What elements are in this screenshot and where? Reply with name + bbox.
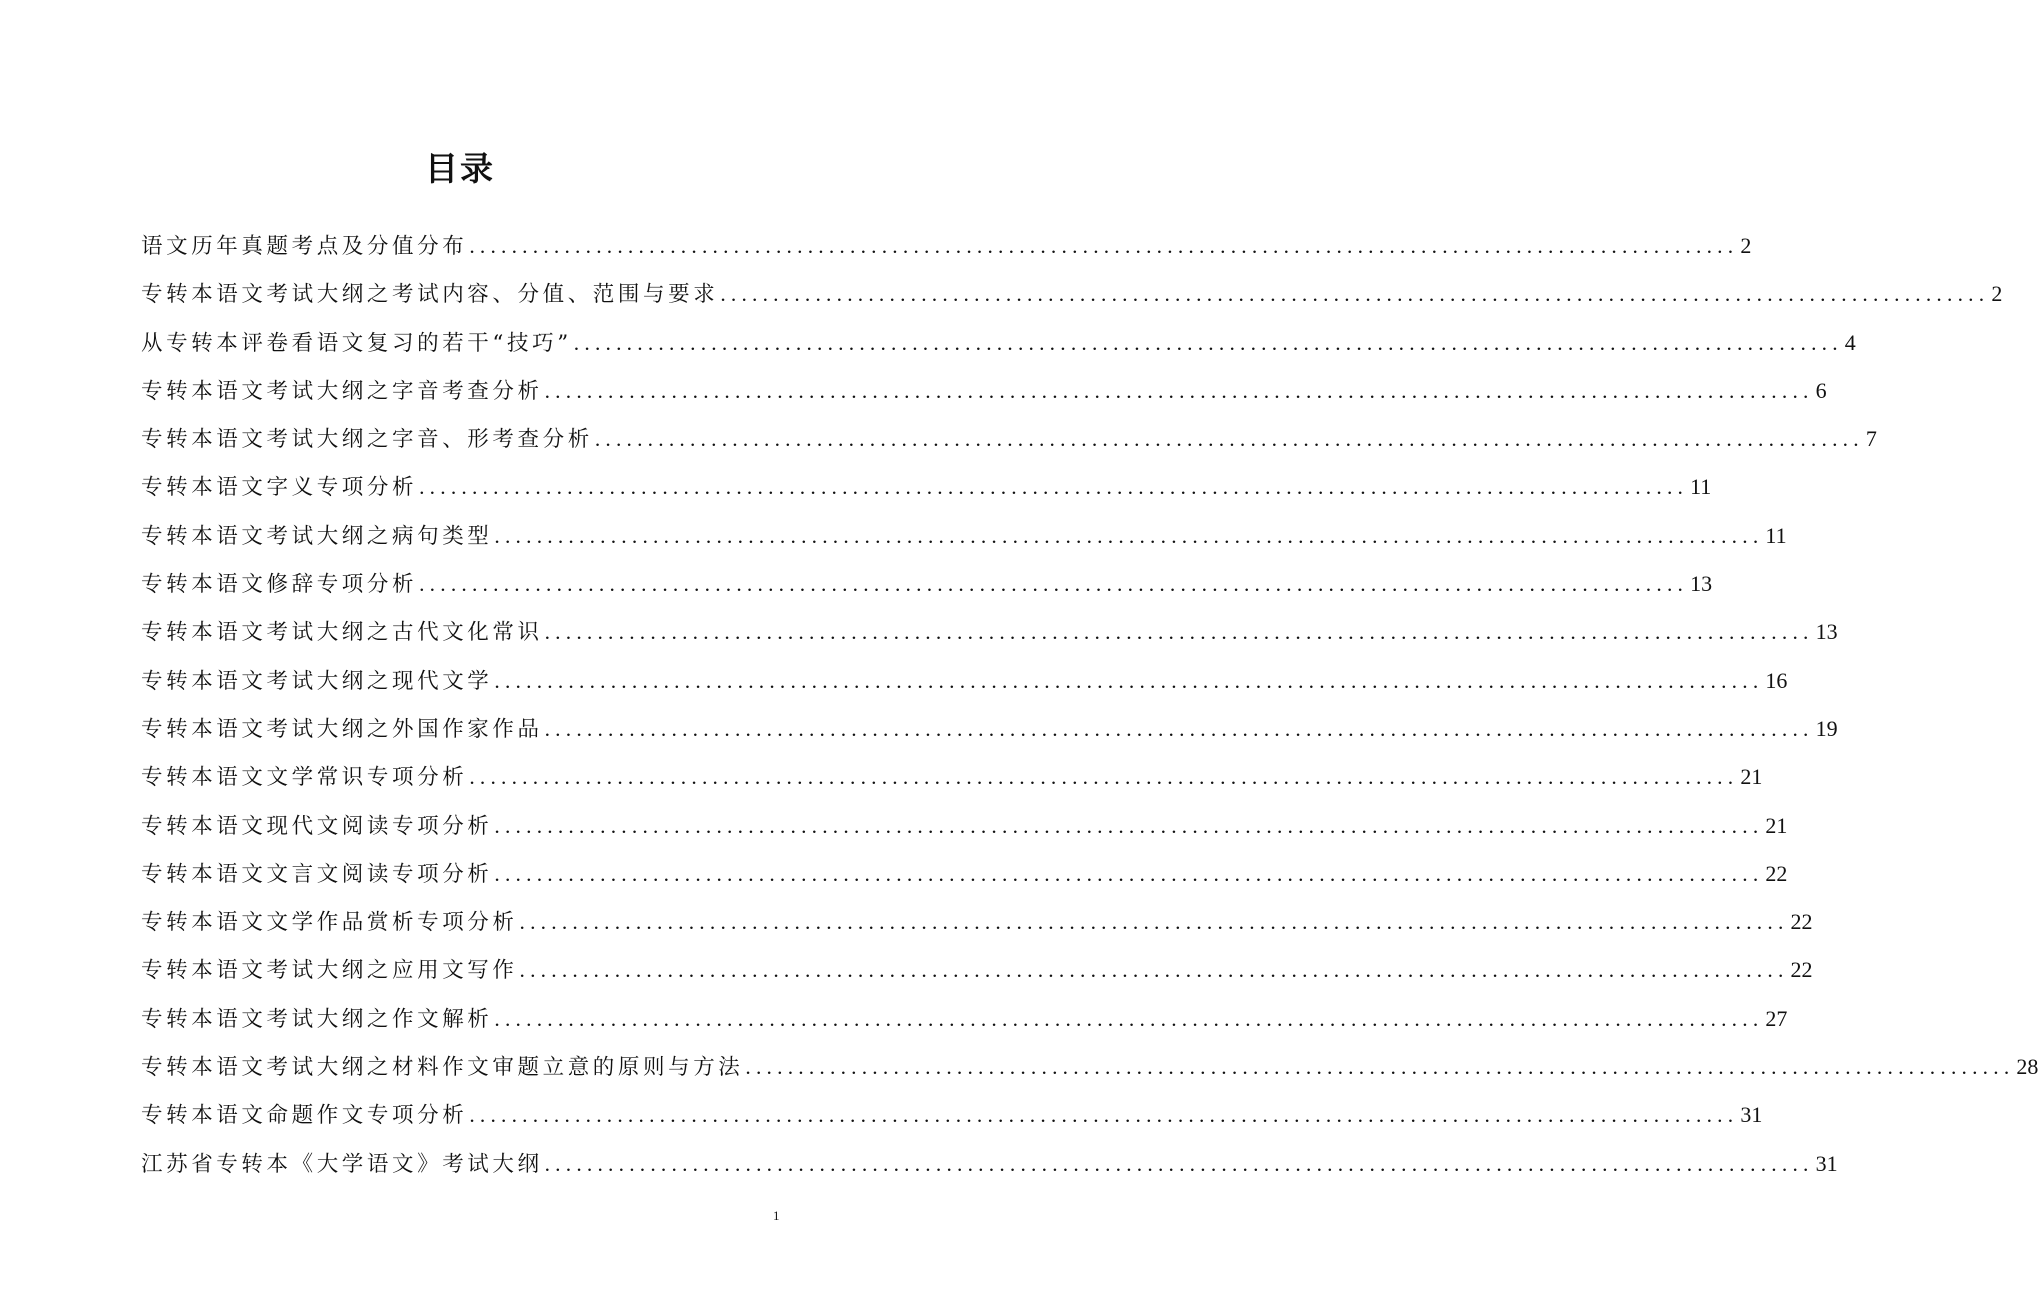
toc-leader-dots: ........................................................................................................................ xyxy=(469,765,1739,790)
toc-entry-label: 从专转本评卷看语文复习的若干“技巧” xyxy=(141,330,572,356)
table-of-contents xyxy=(141,222,2038,1188)
toc-entry-page: 21 xyxy=(1765,812,1788,838)
toc-entry-page: 2 xyxy=(1991,281,2003,307)
toc-entry-page: 13 xyxy=(1690,571,1713,597)
toc-entry[interactable] xyxy=(141,463,1712,511)
toc-leader-dots: ........................................................................................................................ xyxy=(519,910,1789,935)
toc-entry-page: 6 xyxy=(1815,377,1827,403)
toc-entry[interactable] xyxy=(141,608,1838,656)
toc-entry-label: 专转本语文现代文阅读专项分析 xyxy=(141,813,493,839)
toc-entry-page: 31 xyxy=(1740,1102,1763,1128)
toc-entry[interactable] xyxy=(141,512,1787,560)
toc-leader-dots: ........................................................................................................................ xyxy=(544,620,1814,645)
toc-entry-label: 专转本语文考试大纲之材料作文审题立意的原则与方法 xyxy=(141,1055,744,1081)
toc-entry-label: 专转本语文文学作品赏析专项分析 xyxy=(141,910,518,936)
toc-entry-page: 31 xyxy=(1815,1150,1838,1176)
toc-entry[interactable] xyxy=(141,898,1813,946)
toc-leader-dots: ........................................................................................................................ xyxy=(494,668,1764,693)
toc-leader-dots: ........................................................................................................................ xyxy=(544,716,1814,741)
toc-leader-dots: ........................................................................................................................ xyxy=(544,378,1814,403)
toc-leader-dots: ........................................................................................................................ xyxy=(494,523,1764,548)
toc-leader-dots: ........................................................................................................................ xyxy=(494,1006,1764,1031)
toc-entry-page: 21 xyxy=(1740,764,1763,790)
toc-entry-label: 江苏省专转本《大学语文》考试大纲 xyxy=(141,1151,543,1177)
toc-entry-label: 专转本语文考试大纲之应用文写作 xyxy=(141,958,518,984)
toc-entry[interactable] xyxy=(141,1043,2038,1091)
toc-entry-page: 11 xyxy=(1765,522,1787,548)
toc-entry-page: 22 xyxy=(1765,860,1788,886)
toc-leader-dots: ........................................................................................................................ xyxy=(519,958,1789,983)
toc-entry[interactable] xyxy=(141,657,1788,705)
toc-title: 目录 xyxy=(425,149,495,188)
toc-entry-page: 27 xyxy=(1765,1005,1788,1031)
toc-entry-page: 11 xyxy=(1690,474,1712,500)
toc-leader-dots: ........................................................................................................................ xyxy=(720,282,1990,307)
toc-leader-dots: ........................................................................................................................ xyxy=(594,427,1864,452)
toc-entry-label: 专转本语文考试大纲之外国作家作品 xyxy=(141,716,543,742)
toc-entry[interactable] xyxy=(141,367,1827,415)
toc-entry-label: 专转本语文修辞专项分析 xyxy=(141,572,418,598)
toc-entry-label: 专转本语文考试大纲之作文解析 xyxy=(141,1006,493,1032)
toc-entry[interactable] xyxy=(141,1140,1838,1188)
toc-leader-dots: ........................................................................................................................ xyxy=(494,861,1764,886)
toc-leader-dots: ........................................................................................................................ xyxy=(469,234,1739,258)
toc-entry-page: 16 xyxy=(1765,667,1788,693)
toc-entry[interactable] xyxy=(141,319,1856,367)
toc-entry-label: 专转本语文考试大纲之古代文化常识 xyxy=(141,620,543,646)
toc-leader-dots: ........................................................................................................................ xyxy=(469,1103,1739,1128)
toc-entry[interactable] xyxy=(141,705,1838,753)
toc-entry-page: 22 xyxy=(1790,957,1813,983)
toc-entry[interactable] xyxy=(141,946,1813,994)
toc-entry-label: 专转本语文命题作文专项分析 xyxy=(141,1103,468,1129)
toc-entry[interactable] xyxy=(141,222,1752,270)
toc-leader-dots: ........................................................................................................................ xyxy=(419,572,1689,597)
toc-entry[interactable] xyxy=(141,850,1788,898)
toc-entry[interactable] xyxy=(141,753,1763,801)
toc-leader-dots: ........................................................................................................................ xyxy=(494,813,1764,838)
toc-entry-page: 4 xyxy=(1844,329,1856,355)
toc-entry-label: 专转本语文文学常识专项分析 xyxy=(141,765,468,791)
toc-entry-page: 28 xyxy=(2016,1054,2038,1080)
toc-entry[interactable] xyxy=(141,802,1788,850)
toc-entry[interactable] xyxy=(141,415,1877,463)
toc-leader-dots: ........................................................................................................................ xyxy=(573,330,1843,355)
toc-leader-dots: ........................................................................................................................ xyxy=(544,1151,1814,1176)
toc-entry-label: 专转本语文考试大纲之病句类型 xyxy=(141,523,493,549)
toc-entry-page: 7 xyxy=(1865,426,1877,452)
toc-entry-page: 2 xyxy=(1740,233,1752,258)
toc-entry-label: 专转本语文考试大纲之字音考查分析 xyxy=(141,378,543,404)
toc-entry-label: 语文历年真题考点及分值分布 xyxy=(141,234,468,259)
toc-entry-label: 专转本语文考试大纲之现代文学 xyxy=(141,668,493,694)
toc-entry[interactable] xyxy=(141,560,1713,608)
toc-entry-label: 专转本语文考试大纲之考试内容、分值、范围与要求 xyxy=(141,282,719,308)
toc-entry-page: 19 xyxy=(1815,715,1838,741)
toc-entry-label: 专转本语文文言文阅读专项分析 xyxy=(141,861,493,887)
toc-entry-page: 13 xyxy=(1815,619,1838,645)
toc-entry-label: 专转本语文考试大纲之字音、形考查分析 xyxy=(141,427,593,453)
toc-entry[interactable] xyxy=(141,995,1788,1043)
toc-entry-page: 22 xyxy=(1790,909,1813,935)
toc-entry[interactable] xyxy=(141,270,2003,318)
page-number: 1 xyxy=(773,1208,780,1223)
toc-leader-dots: ........................................................................................................................ xyxy=(419,475,1689,500)
toc-leader-dots: ........................................................................................................................ xyxy=(745,1055,2015,1080)
toc-entry-label: 专转本语文字义专项分析 xyxy=(141,475,418,501)
toc-entry[interactable] xyxy=(141,1091,1763,1139)
